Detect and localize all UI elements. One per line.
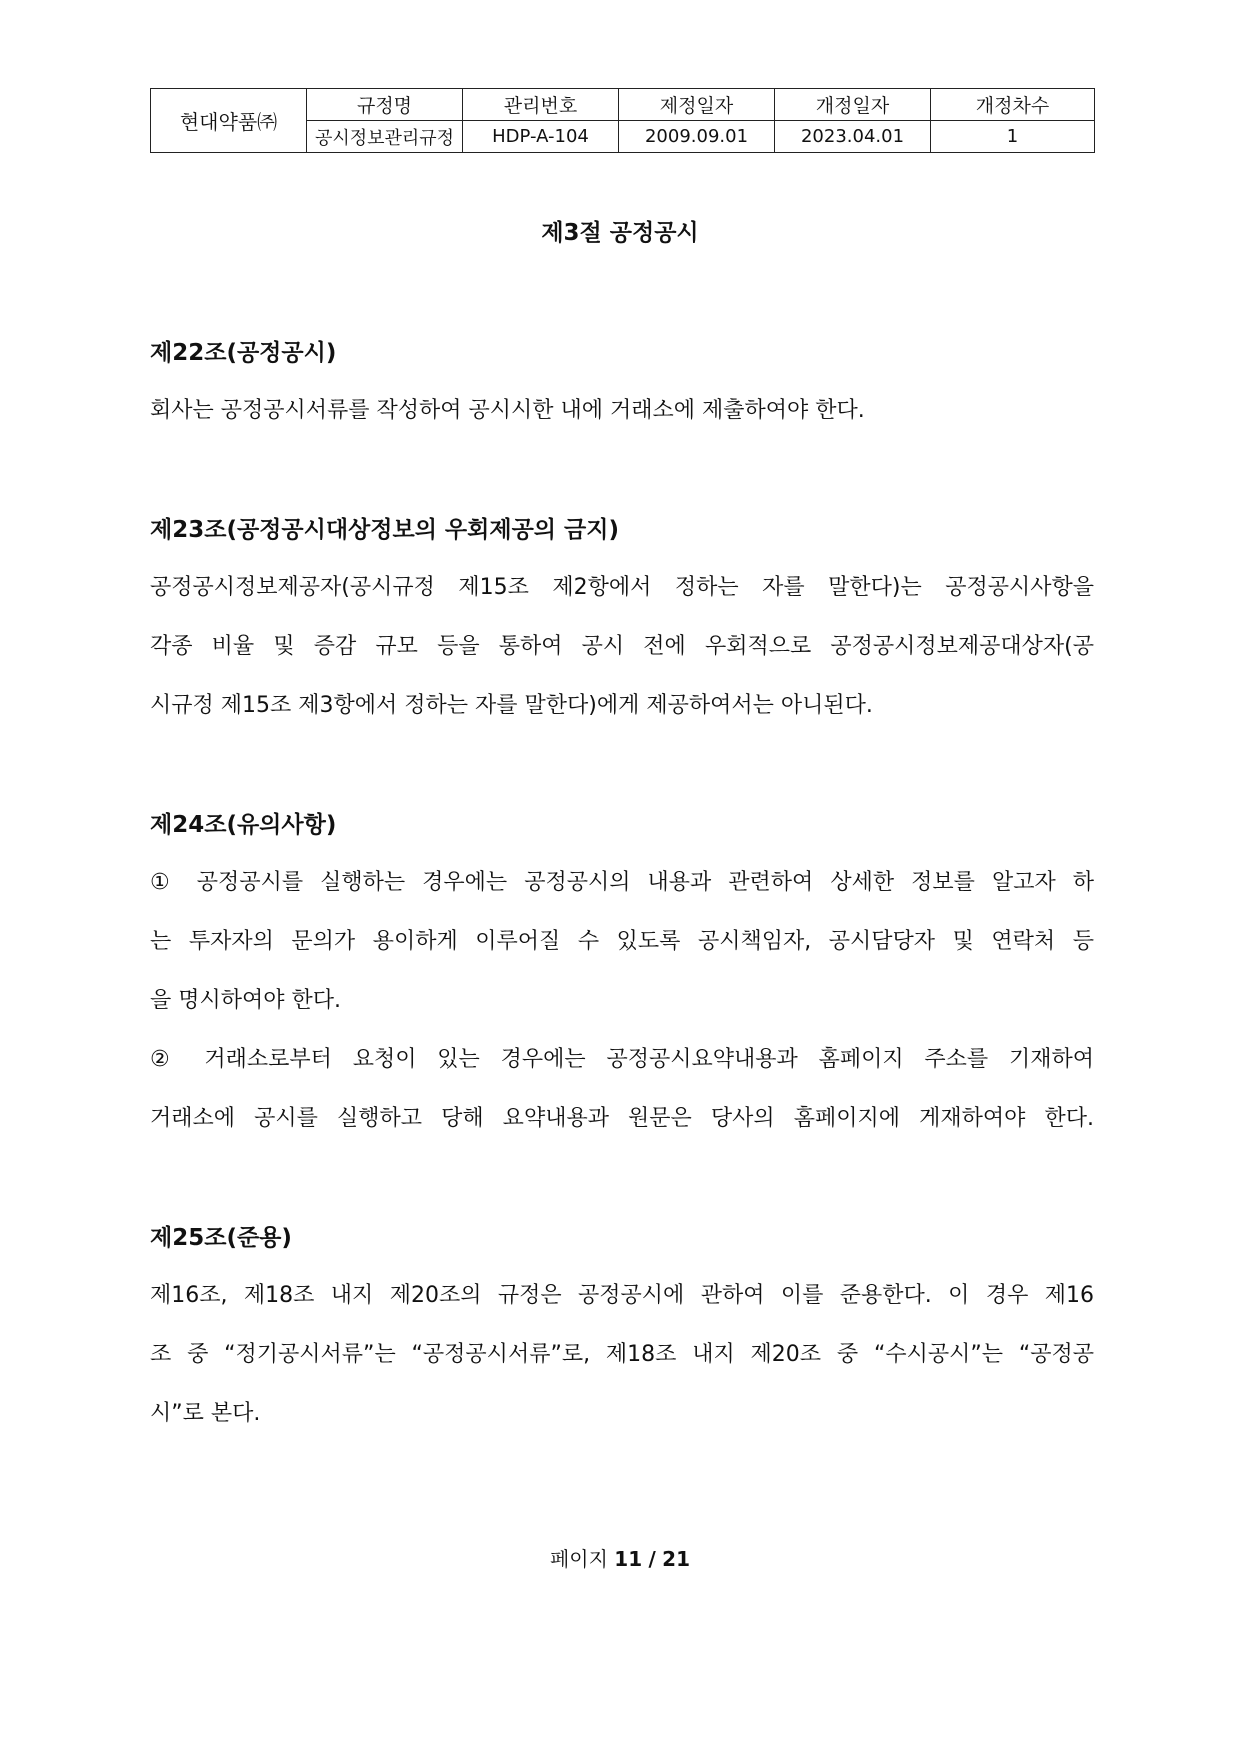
article-line: 각종 비율 및 증감 규모 등을 통하여 공시 전에 우회적으로 공정공시정보제공대상자(공 [150, 634, 1094, 659]
article-24 [150, 809, 1094, 1148]
page-number-footer [0, 1543, 1240, 1572]
page-label: 페이지 [549, 1547, 608, 1571]
article-22 [150, 337, 1094, 440]
header-value-enactment-date: 2009.09.01 [619, 121, 775, 153]
header-value-revision-date: 2023.04.01 [775, 121, 931, 153]
header-value-revision-number: 1 [931, 121, 1095, 153]
header-value-regulation-name: 공시정보관리규정 [307, 121, 463, 153]
article-body [150, 558, 1094, 735]
article-line: 는 투자자의 문의가 용이하게 이루어질 수 있도록 공시책임자, 공시담당자 및 연락처 등 [150, 929, 1094, 954]
company-name: 현대약품㈜ [151, 89, 307, 153]
article-body [150, 1266, 1094, 1443]
article-25 [150, 1222, 1094, 1443]
article-line: 공정공시정보제공자(공시규정 제15조 제2항에서 정하는 자를 말한다)는 공정공시사항을 [150, 575, 1094, 600]
header-label-revision-date: 개정일자 [775, 89, 931, 121]
article-line: 거래소에 공시를 실행하고 당해 요약내용과 원문은 당사의 홈페이지에 게재하여야 한다. [150, 1106, 1094, 1131]
article-body [150, 381, 1094, 440]
header-label-management-number: 관리번호 [463, 89, 619, 121]
header-value-management-number: HDP-A-104 [463, 121, 619, 153]
section-title: 제3절 공정공시 [541, 220, 699, 246]
article-line: 조 중 “정기공시서류”는 “공정공시서류”로, 제18조 내지 제20조 중 “수시공시”는 “공정공 [150, 1342, 1094, 1367]
article-body [150, 853, 1094, 1148]
article-line: 을 명시하여야 한다. [150, 988, 341, 1013]
article-line: 시규정 제15조 제3항에서 정하는 자를 말한다)에게 제공하여서는 아니된다. [150, 693, 873, 718]
article-line: ① 공정공시를 실행하는 경우에는 공정공시의 내용과 관련하여 상세한 정보를 알고자 하 [150, 870, 1094, 895]
article-line: 시”로 본다. [150, 1401, 261, 1426]
article-line: ② 거래소로부터 요청이 있는 경우에는 공정공시요약내용과 홈페이지 주소를 기재하여 [150, 1047, 1094, 1072]
article-heading: 제25조(준용) [150, 1225, 292, 1251]
header-label-revision-number: 개정차수 [931, 89, 1095, 121]
header-label-enactment-date: 제정일자 [619, 89, 775, 121]
regulation-header-table [150, 88, 1095, 153]
page-current: 11 [614, 1547, 643, 1571]
page-total: 21 [662, 1547, 691, 1571]
article-line: 회사는 공정공시서류를 작성하여 공시시한 내에 거래소에 제출하여야 한다. [150, 398, 865, 423]
article-line: 제16조, 제18조 내지 제20조의 규정은 공정공시에 관하여 이를 준용한다. 이 경우 제16 [150, 1283, 1094, 1308]
header-label-regulation-name: 규정명 [307, 89, 463, 121]
article-heading: 제24조(유의사항) [150, 812, 337, 838]
article-heading: 제23조(공정공시대상정보의 우회제공의 금지) [150, 517, 619, 543]
article-23 [150, 514, 1094, 735]
page-separator: / [648, 1547, 656, 1571]
article-heading: 제22조(공정공시) [150, 340, 337, 366]
